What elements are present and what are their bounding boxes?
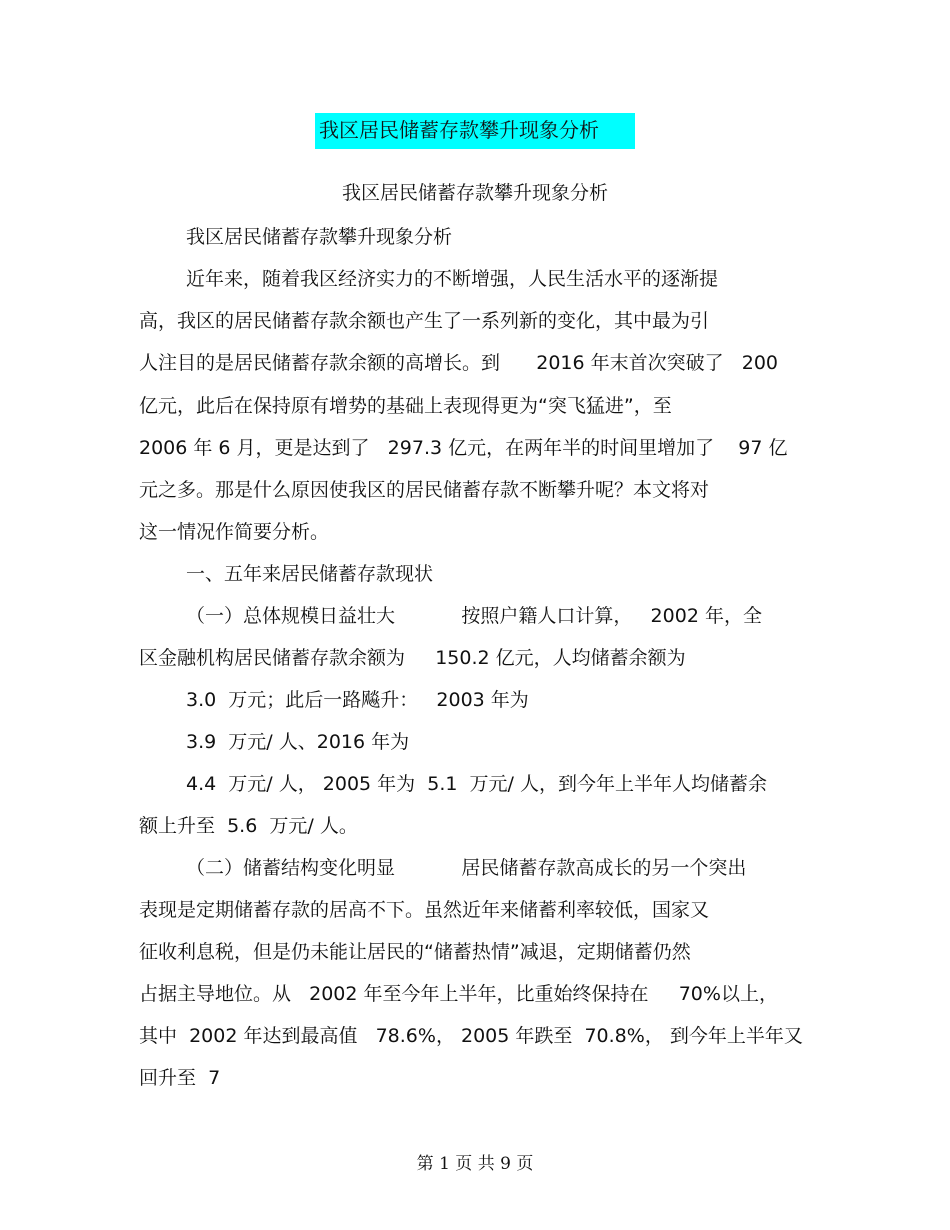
body-line: 4.4 万元/ 人， 2005 年为 5.1 万元/ 人，到今年上半年人均储蓄余 bbox=[186, 773, 767, 795]
title-container bbox=[0, 113, 950, 149]
body-line: （二）储蓄结构变化明显 居民储蓄存款高成长的另一个突出 bbox=[186, 857, 747, 879]
body-line: 额上升至 5.6 万元/ 人。 bbox=[139, 815, 358, 837]
body-line: 3.0 万元；此后一路飚升： 2003 年为 bbox=[186, 689, 529, 711]
document-subtitle: 我区居民储蓄存款攀升现象分析 bbox=[341, 182, 608, 204]
body-line: 这一情况作简要分析。 bbox=[139, 521, 330, 543]
body-line: 元之多。那是什么原因使我区的居民储蓄存款不断攀升呢？本文将对 bbox=[139, 479, 710, 501]
section-heading: 一、五年来居民储蓄存款现状 bbox=[186, 563, 434, 585]
body-line: 3.9 万元/ 人、2016 年为 bbox=[186, 731, 410, 753]
body-line: 我区居民储蓄存款攀升现象分析 bbox=[186, 226, 453, 248]
body-line: 人注目的是居民储蓄存款余额的高增长。到 2016 年末首次突破了 200 bbox=[139, 352, 779, 374]
body-line: 征收利息税，但是仍未能让居民的“储蓄热情”减退，定期储蓄仍然 bbox=[139, 941, 691, 963]
body-line: 2006 年 6 月，更是达到了 297.3 亿元，在两年半的时间里增加了 97 亿 bbox=[139, 437, 788, 459]
page-footer: 第 1 页 共 9 页 bbox=[416, 1154, 534, 1174]
body-line: 高，我区的居民储蓄存款余额也产生了一系列新的变化，其中最为引 bbox=[139, 310, 710, 332]
body-line: 其中 2002 年达到最高值 78.6%， 2005 年跌至 70.8%， 到今年上半年又 bbox=[139, 1025, 803, 1047]
body-line: 近年来，随着我区经济实力的不断增强，人民生活水平的逐渐提 bbox=[186, 268, 719, 290]
body-line: 区金融机构居民储蓄存款余额为 150.2 亿元，人均储蓄余额为 bbox=[139, 647, 686, 669]
body-line: 占据主导地位。从 2002 年至今年上半年，比重始终保持在 70%以上， bbox=[139, 983, 778, 1005]
body-line: 回升至 7 bbox=[139, 1067, 221, 1089]
body-line: （一）总体规模日益壮大 按照户籍人口计算， 2002 年，全 bbox=[186, 605, 762, 627]
document-title: 我区居民储蓄存款攀升现象分析 bbox=[315, 113, 635, 149]
body-line: 表现是定期储蓄存款的居高不下。虽然近年来储蓄利率较低，国家又 bbox=[139, 899, 710, 921]
body-line: 亿元，此后在保持原有增势的基础上表现得更为“突飞猛进”，至 bbox=[139, 395, 672, 417]
